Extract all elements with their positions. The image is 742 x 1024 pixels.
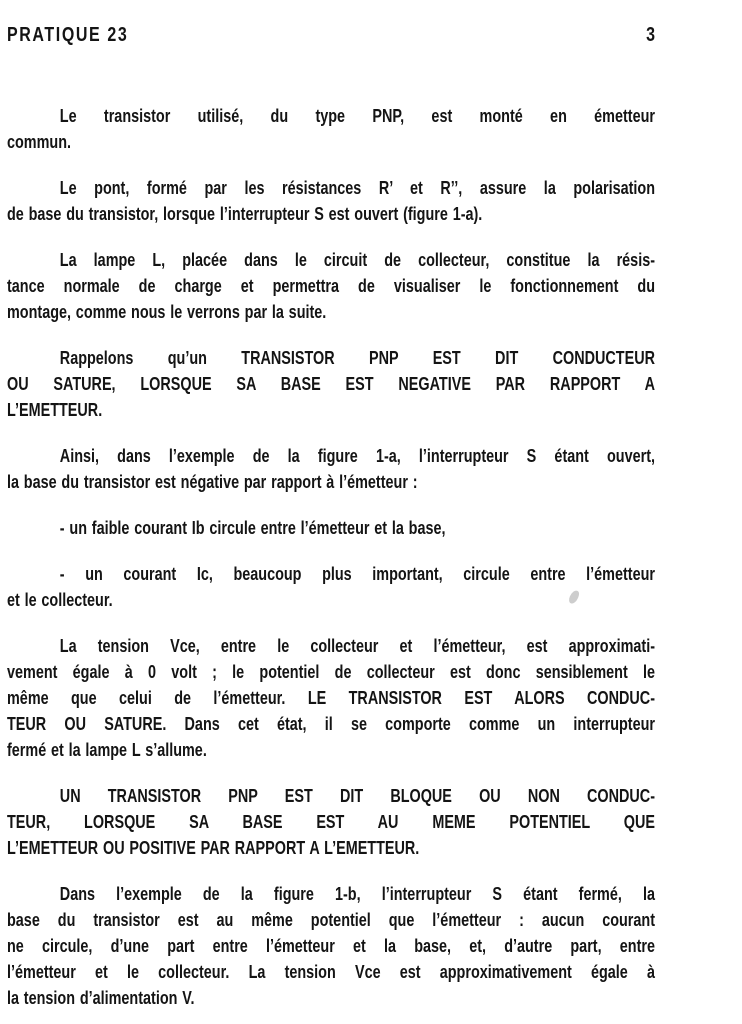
paragraph — [7, 783, 655, 861]
paragraph — [7, 881, 655, 1011]
text-column — [7, 25, 655, 1011]
paragraph-line: même que celui de l’émetteur. LE TRANSISTOR EST ALORS CONDUC- — [7, 688, 655, 708]
paragraph — [7, 633, 655, 763]
paragraph-line: Le pont, formé par les résistances R’ et R’’, assure la polarisation — [59, 178, 656, 198]
paragraph-line: et le collecteur. — [7, 590, 113, 610]
paragraph — [7, 443, 655, 495]
paragraph-line: de base du transistor, lorsque l’interrupteur S est ouvert (figure 1-a). — [7, 204, 483, 224]
paragraph-line: la base du transistor est négative par rapport à l’émetteur : — [7, 472, 418, 492]
paragraph — [7, 103, 655, 155]
paragraph-line: Dans l’exemple de la figure 1-b, l’interrupteur S étant fermé, la — [59, 884, 656, 904]
paragraph-line: l’émetteur et le collecteur. La tension Vce est approximativement égale à — [7, 962, 655, 982]
paragraph-line: ne circule, d’une part entre l’émetteur et la base, et, d’autre part, entre — [7, 936, 655, 956]
paragraph — [7, 561, 655, 613]
paragraph — [7, 247, 655, 325]
paragraph-line: la tension d’alimentation V. — [7, 988, 195, 1008]
running-title: PRATIQUE 23 — [7, 24, 129, 46]
paragraph-line: commun. — [7, 132, 72, 152]
paragraph-line: OU SATURE, LORSQUE SA BASE EST NEGATIVE PAR RAPPORT A — [7, 374, 655, 394]
paragraph-line: L’EMETTEUR OU POSITIVE PAR RAPPORT A L’EMETTEUR. — [7, 838, 420, 858]
paragraph-line: TEUR OU SATURE. Dans cet état, il se comporte comme un interrupteur — [7, 714, 655, 734]
paragraph-line: Le transistor utilisé, du type PNP, est monté en émetteur — [59, 106, 656, 126]
paragraph — [7, 515, 655, 541]
paragraph-line: Rappelons qu’un TRANSISTOR PNP EST DIT CONDUCTEUR — [59, 348, 656, 368]
paragraph-line: Ainsi, dans l’exemple de la figure 1-a, l’interrupteur S étant ouvert, — [59, 446, 656, 466]
paragraph-line: La lampe L, placée dans le circuit de collecteur, constitue la résis- — [59, 250, 656, 270]
page-header — [7, 25, 655, 45]
paragraph-line: L’EMETTEUR. — [7, 400, 103, 420]
page-body — [7, 103, 655, 1011]
paragraph-line: UN TRANSISTOR PNP EST DIT BLOQUE OU NON CONDUC- — [59, 786, 656, 806]
paragraph-line: La tension Vce, entre le collecteur et l’émetteur, est approximati- — [59, 636, 656, 656]
paragraph-line: TEUR, LORSQUE SA BASE EST AU MEME POTENTIEL QUE — [7, 812, 655, 832]
paragraph-line: montage, comme nous le verrons par la suite. — [7, 302, 327, 322]
paragraph — [7, 175, 655, 227]
paragraph-line: - un courant Ic, beaucoup plus important, circule entre l’émetteur — [59, 564, 656, 584]
paragraph-line: tance normale de charge et permettra de visualiser le fonctionnement du — [7, 276, 655, 296]
paragraph — [7, 345, 655, 423]
page-number: 3 — [646, 24, 655, 46]
paragraph-line: - un faible courant Ib circule entre l’émetteur et la base, — [59, 518, 446, 538]
paragraph-line: fermé et la lampe L s’allume. — [7, 740, 207, 760]
paragraph-line: base du transistor est au même potentiel que l’émetteur : aucun courant — [7, 910, 655, 930]
paragraph-line: vement égale à 0 volt ; le potentiel de collecteur est donc sensiblement le — [7, 662, 655, 682]
